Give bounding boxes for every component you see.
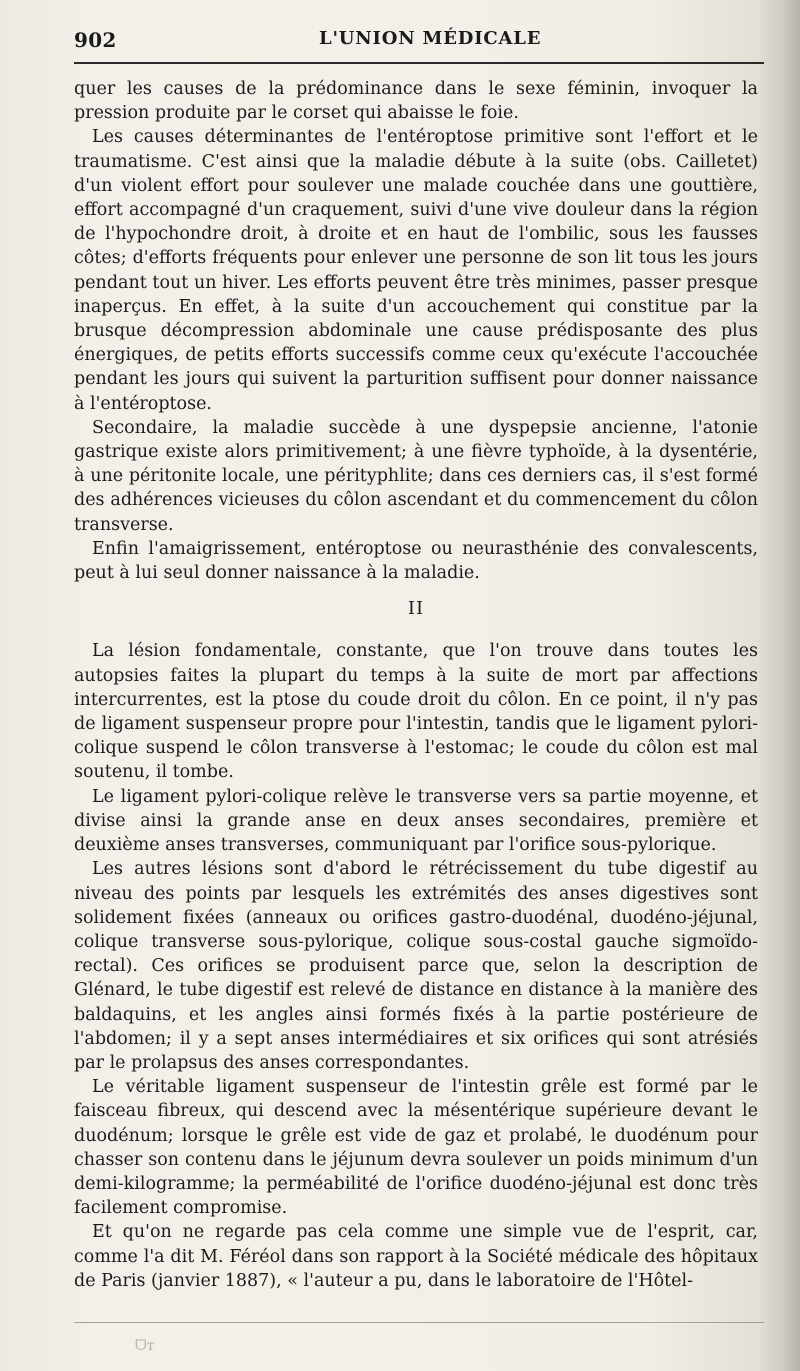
paragraph-other-lesions: Les autres lésions sont d'abord le rétrécissement du tube digestif au niveau des points par lesquels les extrémités des anses digestives sont solidement fixées (anneaux ou orifices gastro-duodénal, duodéno-jéjunal, colique transverse sous-pylorique, colique sous-costal gauche sigmoïdo-rectal). Ces orifices se produisent parce que, selon la description de Glénard, le tube digestif est relevé de distance en distance à la manière des baldaquins, et les angles ainsi formés fixés à la partie postérieure de l'abdomen; il y a sept anses intermédiaires et six orifices qui sont atrésiés par le prolapsus des anses correspondantes.: [74, 859, 758, 1073]
header-rule: [74, 62, 764, 64]
paragraph-secondary-causes: Secondaire, la maladie succède à une dyspepsie ancienne, l'atonie gastrique existe alors primitivement; à une fièvre typhoïde, à la dysentérie, à une péritonite locale, une pérityphlite; dans ces derniers cas, il s'est formé des adhérences vicieuses du côlon ascendant et du commencement du côlon transverse.: [74, 417, 758, 535]
paragraph-ferreol-report: Et qu'on ne regarde pas cela comme une simple vue de l'esprit, car, comme l'a dit M. Féréol dans son rapport à la Société médicale des hôpitaux de Paris (janvier 1887), « l'auteur a pu, dans le laboratoire de l'Hôtel-: [74, 1222, 758, 1291]
paragraph-fundamental-lesion: La lésion fondamentale, constante, que l'on trouve dans toutes les autopsies faites la plupart du temps à la suite de mort par affections intercurrentes, est la ptose du coude droit du côlon. En ce point, il n'y pas de ligament suspenseur propre pour l'intestin, tandis que le ligament pylori-colique suspend le côlon transverse à l'estomac; le coude du côlon est mal soutenu, il tombe.: [74, 641, 758, 783]
paragraph-pylori-colic-ligament: Le ligament pylori-colique relève le transverse vers sa partie moyenne, et divise ainsi la grande anse en deux anses secondaires, première et deuxième anses transverses, communiquant par l'orifice sous-pylorique.: [74, 786, 758, 856]
page-fold-shadow: [758, 0, 800, 1371]
page-number: 902: [74, 28, 117, 52]
article-body: [74, 77, 758, 1293]
bottom-rule: [74, 1322, 764, 1323]
paragraph-convalescent-causes: Enfin l'amaigrissement, entéroptose ou neurasthénie des convalescents, peut à lui seul donner naissance à la maladie.: [74, 538, 758, 584]
journal-title: L'UNION MÉDICALE: [319, 28, 542, 49]
paragraph-continuation: quer les causes de la prédominance dans le sexe féminin, invoquer la pression produite par le corset qui abaisse le foie.: [74, 79, 758, 124]
paragraph-determinant-causes: Les causes déterminantes de l'entéroptose primitive sont l'effort et le traumatisme. C'est ainsi que la maladie débute à la suite (obs. Cailletet) d'un violent effort pour soulever une malade couchée dans une gouttière, effort accompagné d'un craquement, suivi d'une vive douleur dans la région de l'hypochondre droit, à droite et en haut de l'ombilic, sous les fausses côtes; d'efforts fréquents pour enlever une personne de son lit tous les jours pendant tout un hiver. Les efforts peuvent être très minimes, passer presque inaperçus. En effet, à la suite d'un accouchement qui constitue par la brusque décompression abdominale une cause prédisposante des plus énergiques, de petits efforts successifs comme ceux qu'exécute l'accouchée pendant les jours qui suivent la parturition suffisent pour donner naissance à l'entéroptose.: [74, 127, 758, 414]
footer-mark: ᗜᴛ: [135, 1338, 155, 1354]
section-heading: II: [407, 598, 425, 620]
running-header: [74, 24, 764, 64]
paragraph-suspensory-ligament: Le véritable ligament suspenseur de l'intestin grêle est formé par le faisceau fibreux, qui descend avec la mésentérique supérieure devant le duodénum; lorsque le grêle est vide de gaz et prolabé, le duodénum pour chasser son contenu dans le jéjunum devra soulever un poids minimum d'un demi-kilogramme; la perméabilité de l'orifice duodéno-jéjunal est donc très facilement compromise.: [74, 1077, 758, 1219]
